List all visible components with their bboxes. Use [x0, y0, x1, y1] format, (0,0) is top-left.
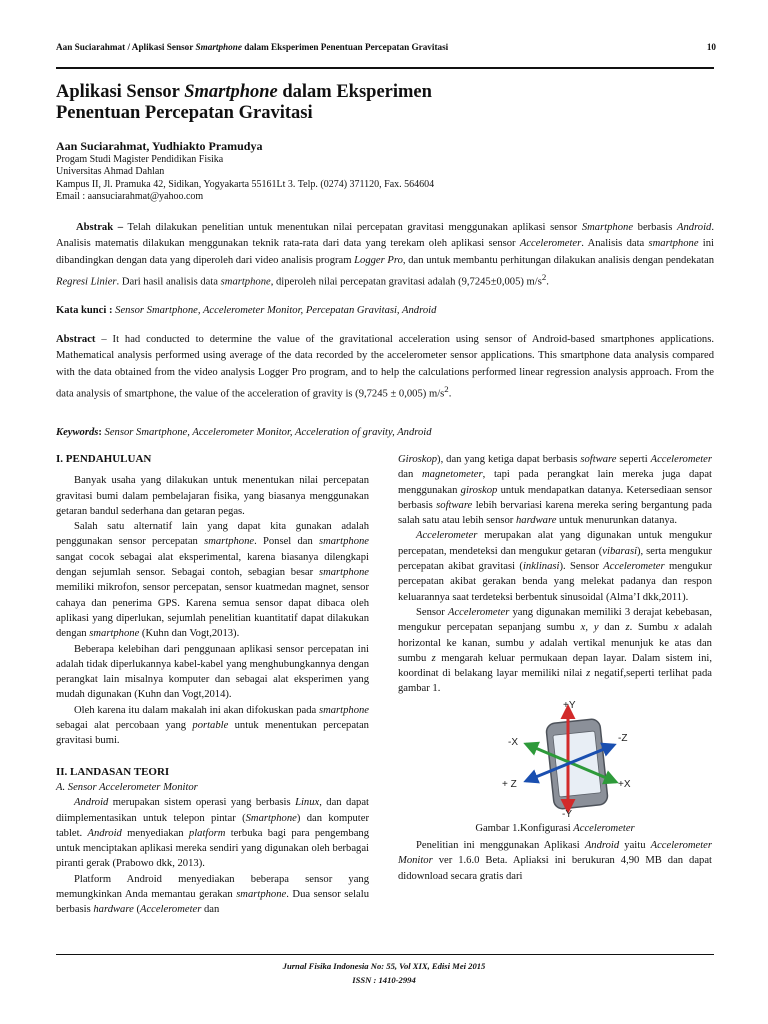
t-it: Android	[584, 840, 620, 852]
abstrak-text: . Analisis matematis dilakukan menggunakan teknik rata-rata dari data yang terekam oleh aplikasi sensor	[56, 222, 715, 250]
accelerometer-axes-diagram	[398, 699, 728, 817]
t-it: vibarasi	[602, 545, 638, 557]
superscript: 2	[444, 384, 449, 395]
page-number: 10	[706, 42, 716, 52]
t: dan	[398, 469, 422, 481]
t: dan	[201, 904, 220, 916]
t-it: inklinasi	[522, 561, 560, 573]
t: Penelitian ini menggunakan Aplikasi	[416, 840, 585, 852]
title-line-2: Penentuan Percepatan Gravitasi	[56, 103, 313, 123]
abstrak-text: berbasis	[633, 222, 678, 233]
abstrak-text: . Analisis data	[581, 238, 649, 250]
kata-kunci	[56, 305, 714, 316]
t: negatif,seperti terlihat pada gambar 1.	[398, 668, 712, 695]
left-column	[56, 452, 369, 918]
subsection-heading: A. Sensor Accelerometer Monitor	[56, 781, 198, 793]
t: , dan dapat diimplementasikan untuk telepon pintar (	[56, 797, 369, 824]
header-rule	[56, 67, 714, 69]
running-title-text-end: dalam Eksperimen Penentuan Percepatan Gravitasi	[241, 42, 449, 52]
running-header	[56, 42, 716, 52]
t-it: portable	[192, 720, 229, 732]
t: (	[133, 904, 140, 916]
abstrak-italic: Smartphone	[581, 222, 634, 233]
t: untuk menentukan percepatan gravitasi bumi.	[56, 720, 369, 747]
figure-caption	[398, 821, 712, 836]
affiliation-line: Universitas Ahmad Dahlan	[56, 166, 165, 178]
t-it: Accelerometer	[650, 454, 712, 465]
t-it: hardware	[515, 515, 557, 527]
abstrak-italic: Logger Pro	[354, 254, 403, 266]
footer-rule	[56, 954, 714, 955]
kata-kunci-text: Sensor Smartphone, Accelerometer Monitor, Percepatan Gravitasi, Android	[112, 305, 437, 316]
accelerometer-figure	[398, 699, 728, 817]
abstrak-paragraph	[56, 220, 714, 291]
t-it: y	[529, 637, 535, 649]
t-it: Accelerometer	[416, 530, 478, 542]
t: mengukur percepatan akibat gerakan benda yang melekat padanya dan respon keluarannya saat terdeteksi berbentuk sinusoidal (Alma’I dkk,2011).	[398, 561, 712, 603]
t-it: smartphone	[318, 567, 369, 579]
label-pos-x: +X	[618, 778, 631, 790]
abstrak-italic: smartphone	[220, 276, 271, 288]
t-it: x	[673, 622, 679, 634]
keywords	[56, 427, 714, 438]
abstract-text: – It had conducted to determine the value of the gravitational acceleration using sensor of Android-based smartphones applications. Mathematical analysis performed using average of the data recorded by the accelerometer sensor applications. This smartphone data analysis compared with the data obtained from the video analysis Logger Pro program, and to help the calculations performed linear regression analysis approach. From the data analysis of smartphone, the value of the acceleration of gravity is (9,7245 ± 0,005) m/s	[56, 334, 714, 400]
t: dan	[598, 622, 626, 634]
t-it: magnetometer	[422, 469, 483, 481]
t-it: smartphone	[318, 704, 369, 716]
kata-kunci-label: Kata kunci :	[56, 305, 113, 316]
t-it: hardware	[93, 904, 134, 916]
t: Platform Android menyediakan beberapa sensor yang memungkinkan Anda memantau gerakan	[56, 873, 369, 901]
t: memiliki mikrofon, sensor percepatan, sensor kuatmedan magnet, sensor cahaya dan penerima GPS. Karena semua sensor dapat dibaca oleh aplikasi yang diperlukan, sejumlah penelitian kuantitatif dapat dilakukan dengan	[56, 582, 369, 640]
paragraph	[56, 872, 369, 918]
t: merupakan alat yang digunakan untuk mengukur percepatan, mendeteksi dan mengukur getaran (	[398, 530, 712, 557]
t-it: z	[586, 668, 591, 680]
t: . Ponsel dan	[254, 536, 319, 548]
paragraph-text: Banyak usaha yang dilakukan untuk menentukan nilai percepatan gravitasi bumi dalam pembelajaran fisika, yang biasanya menggunakan getaran bandul sederhana dan getaran pegas.	[56, 475, 369, 517]
section-heading: II. LANDASAN TEORI	[56, 765, 170, 778]
t: sebagai alat percobaan yang	[56, 720, 193, 732]
keywords-colon: :	[98, 427, 102, 438]
paragraph	[56, 703, 369, 749]
keywords-text: Sensor Smartphone, Accelerometer Monitor, Acceleration of gravity, Android	[101, 427, 432, 438]
affiliation-line: Progam Studi Magister Pendidikan Fisika	[56, 154, 224, 165]
t-it: software	[580, 454, 617, 465]
t-it: smartphone	[236, 889, 287, 901]
label-neg-x: -X	[508, 736, 518, 748]
paragraph	[56, 795, 369, 871]
author-list: Aan Suciarahmat, Yudhiakto Pramudya	[56, 139, 263, 153]
t: mengarah keluar permukaan depan layar. Dalam sistem ini, koordinat di belakang layar memiliki nilai	[398, 652, 712, 680]
t-it: Android	[74, 797, 109, 809]
section-heading: I. PENDAHULUAN	[56, 453, 152, 465]
t: untuk menurunkan datanya.	[556, 515, 678, 527]
abstrak-text: ini dibandingkan dengan data yang diperoleh dari video analisis program	[56, 238, 714, 266]
paragraph	[398, 605, 712, 697]
t: Sensor	[416, 606, 448, 618]
affiliation	[56, 154, 434, 204]
t-it: Accelerometer	[139, 904, 202, 916]
label-pos-y: +Y	[563, 699, 576, 711]
abstrak-text: Telah dilakukan penelitian untuk menentukan nilai percepatan gravitasi menggunakan aplikasi sensor	[123, 222, 582, 233]
t-it: Accelerometer	[603, 561, 665, 573]
t-it: Accelerometer Monitor	[398, 840, 712, 867]
label-neg-z: -Z	[618, 732, 628, 744]
t: menyediakan	[121, 827, 189, 839]
title-part-end: dalam Eksperimen	[277, 82, 432, 102]
abstract-en-paragraph	[56, 332, 714, 403]
t-it: Linux	[295, 797, 320, 809]
t: ). Sensor	[559, 561, 604, 573]
t: (Kuhn dan Vogt,2013).	[139, 628, 240, 640]
t: ver 1.6.0 Beta. Apliaksi ini berukuran 4,90 MB dan dapat didownload secara gratis dari	[398, 855, 712, 882]
running-title-text: Aan Suciarahmat / Aplikasi Sensor	[56, 42, 196, 52]
paragraph	[398, 528, 712, 604]
journal-footer: Jurnal Fisika Indonesia No: 55, Vol XIX, Edisi Mei 2015	[282, 961, 486, 971]
t: adalah horizontal ke kanan, sumbu	[398, 622, 712, 649]
paragraph	[398, 838, 712, 884]
t: ), dan yang ketiga dapat berbasis	[437, 454, 581, 465]
t-it: z	[431, 652, 436, 664]
abstract-label: Abstract	[56, 334, 96, 345]
paragraph	[56, 519, 369, 641]
t-it: z	[625, 622, 630, 634]
caption-italic: Accelerometer	[573, 822, 635, 834]
t: adalah vertikal menunjuk ke atas dan sumbu	[398, 637, 712, 664]
running-title-italic: Smartphone	[195, 42, 242, 52]
t-it: smartphone	[318, 536, 369, 548]
abstrak-text: . Dari hasil analisis data	[116, 276, 221, 288]
t: Oleh karena itu dalam makalah ini akan difokuskan pada	[74, 704, 319, 716]
issn-footer: ISSN : 1410-2994	[352, 975, 416, 985]
affiliation-line: Kampus II, Jl. Pramuka 42, Sidikan, Yogyakarta 55161Lt 3. Telp. (0274) 371120, Fax. 564604	[56, 178, 435, 190]
t-it: software	[436, 499, 473, 511]
superscript: 2	[541, 272, 547, 283]
t: untuk mendapatkan datanya. Ketersediaan sensor berbasis	[398, 484, 712, 511]
t: ) dan komputer tablet.	[56, 812, 369, 839]
affiliation-email: Email : aansuciarahmat@yahoo.com	[56, 191, 204, 203]
t-it: smartphone	[204, 536, 255, 548]
label-pos-z: + Z	[502, 778, 517, 790]
t-it: Accelerometer	[447, 606, 510, 618]
title-italic: Smartphone	[184, 82, 278, 102]
t-it: platform	[188, 827, 226, 839]
t: , tapi pada perangkat lain mereka juga dapat menggunakan	[398, 469, 712, 496]
caption-text: Gambar 1.Konfigurasi	[475, 822, 574, 834]
t-it: Smartphone	[245, 812, 297, 824]
t-it: Android	[87, 827, 122, 839]
abstrak-italic: Android	[677, 222, 712, 233]
t: lebih bervariasi karena mereka sering bergantung pada salah satu atau lebih sensor	[398, 499, 712, 527]
title-part: Aplikasi Sensor	[56, 82, 185, 102]
abstrak-text: , dan untuk membantu perhitungan dilakukan analisis dengan pendekatan	[402, 254, 714, 266]
t: yang digunakan memiliki 3 derajat kebebasan, mengukur percepatan sepanjang sumbu	[398, 606, 712, 634]
keywords-label: Keywords	[56, 427, 99, 438]
abstrak-italic: smartphone	[648, 238, 699, 250]
abstrak-italic: Regresi Linier	[56, 276, 117, 288]
label-neg-y: -Y	[562, 808, 572, 817]
paragraph-text: Beberapa kelebihan dari penggunaan aplikasi sensor percepatan ini adalah tidak diperlukannya kabel-kabel yang menghubungkannya dengan perangkat lain misalnya komputer dan sebagai alat eksperimen yang mudah digunakan (Kuhn dan Vogt,2014).	[56, 643, 369, 701]
paper-title	[56, 82, 656, 124]
t: yaitu	[619, 840, 651, 852]
abstrak-italic: Accelerometer	[519, 238, 582, 250]
paragraph	[56, 642, 369, 703]
t-it: smartphone	[89, 628, 140, 640]
t: Salah satu alternatif lain yang dapat kita gunakan adalah penggunakan sensor percepatan	[56, 521, 369, 548]
t: ), serta mengukur percepatan akibat gravitasi (	[398, 545, 712, 573]
t: merupakan sistem operasi yang berbasis	[108, 797, 296, 809]
t: terbuka bagi para pengembang untuk menciptakan aplikasi mereka sendiri yang digunakan oleh berbagai piranti gerak (Prabowo dkk, 2013).	[56, 827, 369, 870]
t: . Dua sensor selalu berbasis	[56, 889, 369, 916]
abstract-text: .	[448, 388, 452, 400]
abstrak-label: Abstrak –	[76, 222, 124, 233]
t: . Sumbu	[629, 622, 674, 634]
t: sangat cocok sebagai alat eksperimental, karena biasanya dilengkapi dengan sejumlah sensor. Sebagai contoh, sebagian besar	[56, 551, 369, 579]
t-it: Giroskop	[398, 454, 438, 465]
paragraph	[398, 452, 712, 528]
t: seperti	[616, 454, 651, 465]
right-column	[398, 452, 712, 884]
paragraph	[56, 473, 369, 519]
abstrak-text: .	[546, 276, 549, 288]
t-it: giroskop	[460, 484, 498, 496]
t-it: x, y	[580, 622, 599, 634]
abstrak-text: , diperoleh nilai percepatan gravitasi adalah (9,7245±0,005) m/s	[270, 276, 542, 288]
